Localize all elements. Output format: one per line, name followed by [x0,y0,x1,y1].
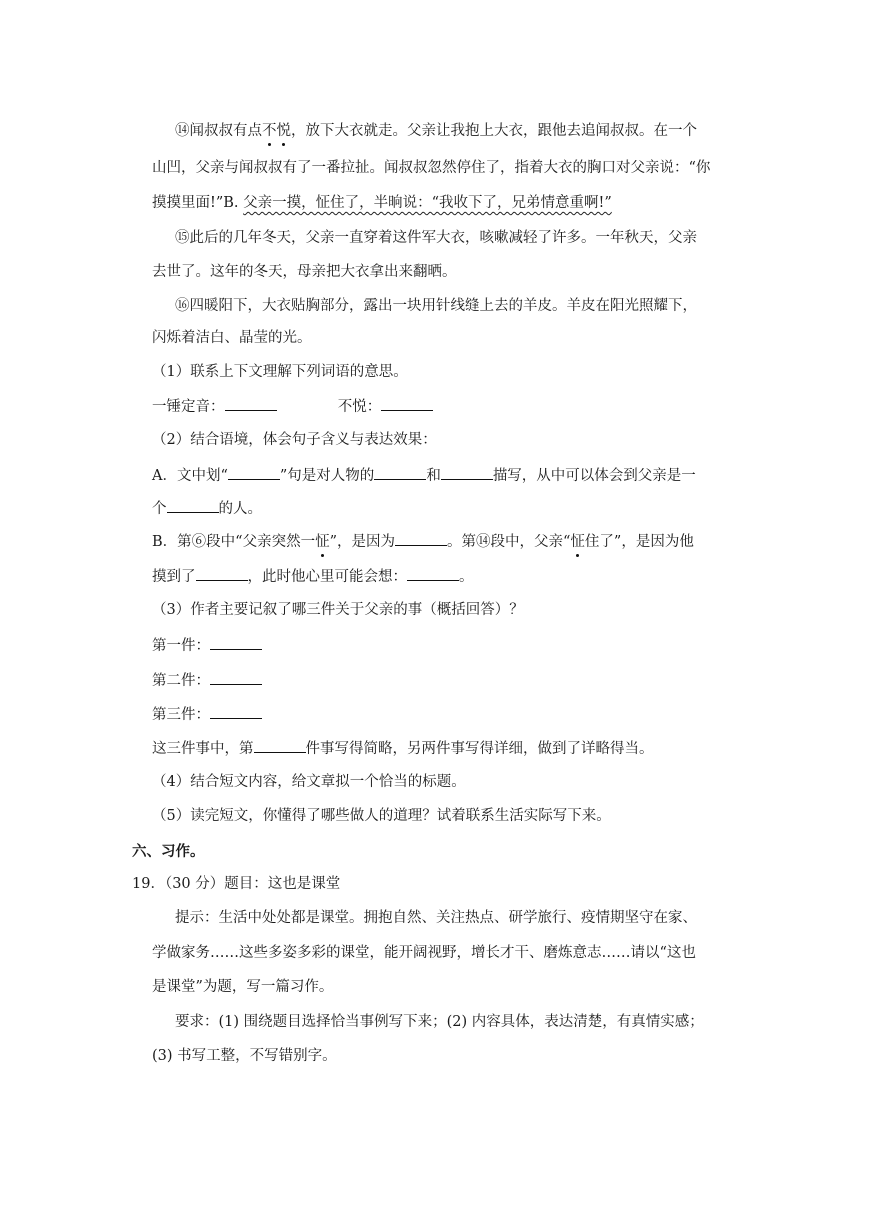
q4-stem: （4）结合短文内容，给文章拟一个恰当的标题。 [152,774,466,790]
text: ”句是对人物的 [279,468,375,484]
text: 。 [459,569,474,585]
answer-blank[interactable] [210,670,262,685]
emphasis-char: 悦 [276,123,291,139]
answer-blank[interactable] [441,465,493,480]
p15-line-1: ⑮此后的几年冬天，父亲一直穿着这件军大衣，咳嗽减轻了许多。一年秋天，父亲 [175,230,697,246]
text: 摸到了 [152,569,196,585]
answer-blank[interactable] [210,704,262,719]
q3-stem: （3）作者主要记叙了哪三件关于父亲的事（概括回答）？ [152,602,524,618]
q3-first [152,635,262,656]
p14-line-2: 山凹，父亲与闻叔叔有了一番拉扯。闻叔叔忽然停住了，指着大衣的胸口对父亲说：“你 [152,160,711,176]
q2-B-line-1 [152,531,694,552]
q1-stem: （1）联系上下文理解下列词语的意思。 [152,364,408,380]
q1-answers [152,396,433,417]
text: ，放下大衣就走。父亲让我抱上大衣，跟他去追闻叔叔。在一个 [291,123,697,139]
requirement-line-2: (3) 书写工整，不写错别字。 [152,1048,337,1064]
p15-line-2: 去世了。这年的冬天，母亲把大衣拿出来翻晒。 [152,264,457,280]
label: 第一件： [152,638,210,654]
text: 描写，从中可以体会到父亲是一 [492,468,696,484]
answer-blank[interactable] [167,498,219,513]
answer-blank[interactable] [374,465,426,480]
label: 一锤定音： [152,399,225,415]
answer-blank[interactable] [196,566,248,581]
section-heading: 六、习作。 [132,843,205,860]
hint-line-1: 提示：生活中处处都是课堂。拥抱自然、关注热点、研学旅行、疫情期坚守在家、 [175,910,697,926]
hint-line-3: 是课堂”为题，写一篇习作。 [152,979,334,995]
underlined-sentence-b: 父亲一摸，怔住了，半晌说：“我收下了，兄弟情意重啊!” [243,195,612,211]
answer-blank[interactable] [225,396,277,411]
text: ⑭闻叔叔有点 [175,123,262,139]
q2-stem: （2）结合语境，体会句子含义与表达效果： [152,432,437,448]
text: ，此时他心里可能会想： [247,569,407,585]
text: ”，是因为 [329,534,395,550]
answer-blank[interactable] [210,635,262,650]
label: 不悦： [337,399,382,415]
answer-blank[interactable] [395,531,447,546]
q3-summary [152,738,654,759]
text: 这三件事中，第 [152,741,254,757]
text: A．文中划“ [152,468,228,484]
emphasis-char: 不 [262,123,277,139]
answer-blank[interactable] [407,566,459,581]
p16-line-2: 闪烁着洁白、晶莹的光。 [152,330,312,346]
emphasis-char: 怔 [570,534,585,550]
text: 住了”，是因为他 [584,534,694,550]
p16-line-1: ⑯四暖阳下，大衣贴胸部分，露出一块用针线缝上去的羊皮。羊皮在阳光照耀下， [175,298,697,314]
q2-B-line-2 [152,566,474,587]
text: 的人。 [218,501,262,517]
q2-A-line-2 [152,498,262,519]
text: 和 [426,468,441,484]
q19-title: 19．（30 分）题目：这也是课堂 [132,876,341,892]
answer-blank[interactable] [254,738,306,753]
text: 。第⑭段中，父亲“ [447,534,571,550]
p14-line-1 [175,121,697,141]
text: 个 [152,501,167,517]
answer-blank[interactable] [381,396,433,411]
text: 件事写得简略，另两件事写得详细，做到了详略得当。 [305,741,654,757]
q5-stem: （5）读完短文，你懂得了哪些做人的道理？试着联系生活实际写下来。 [152,808,611,824]
text: B．第⑥段中“父亲突然一 [152,534,316,550]
text: 摸摸里面!”B. [152,195,244,211]
hint-line-2: 学做家务……这些多姿多彩的课堂，能开阔视野，增长才干、磨炼意志……请以“这也 [152,945,696,961]
emphasis-char: 怔 [315,534,330,550]
label: 第三件： [152,707,210,723]
q2-A-line-1 [152,465,696,486]
q3-third [152,704,262,725]
requirement-line-1: 要求：(1) 围绕题目选择恰当事例写下来；(2) 内容具体，表达清楚，有真情实感； [175,1014,704,1030]
answer-blank[interactable] [228,465,280,480]
q3-second [152,670,262,691]
p14-line-3 [152,193,612,213]
label: 第二件： [152,673,210,689]
